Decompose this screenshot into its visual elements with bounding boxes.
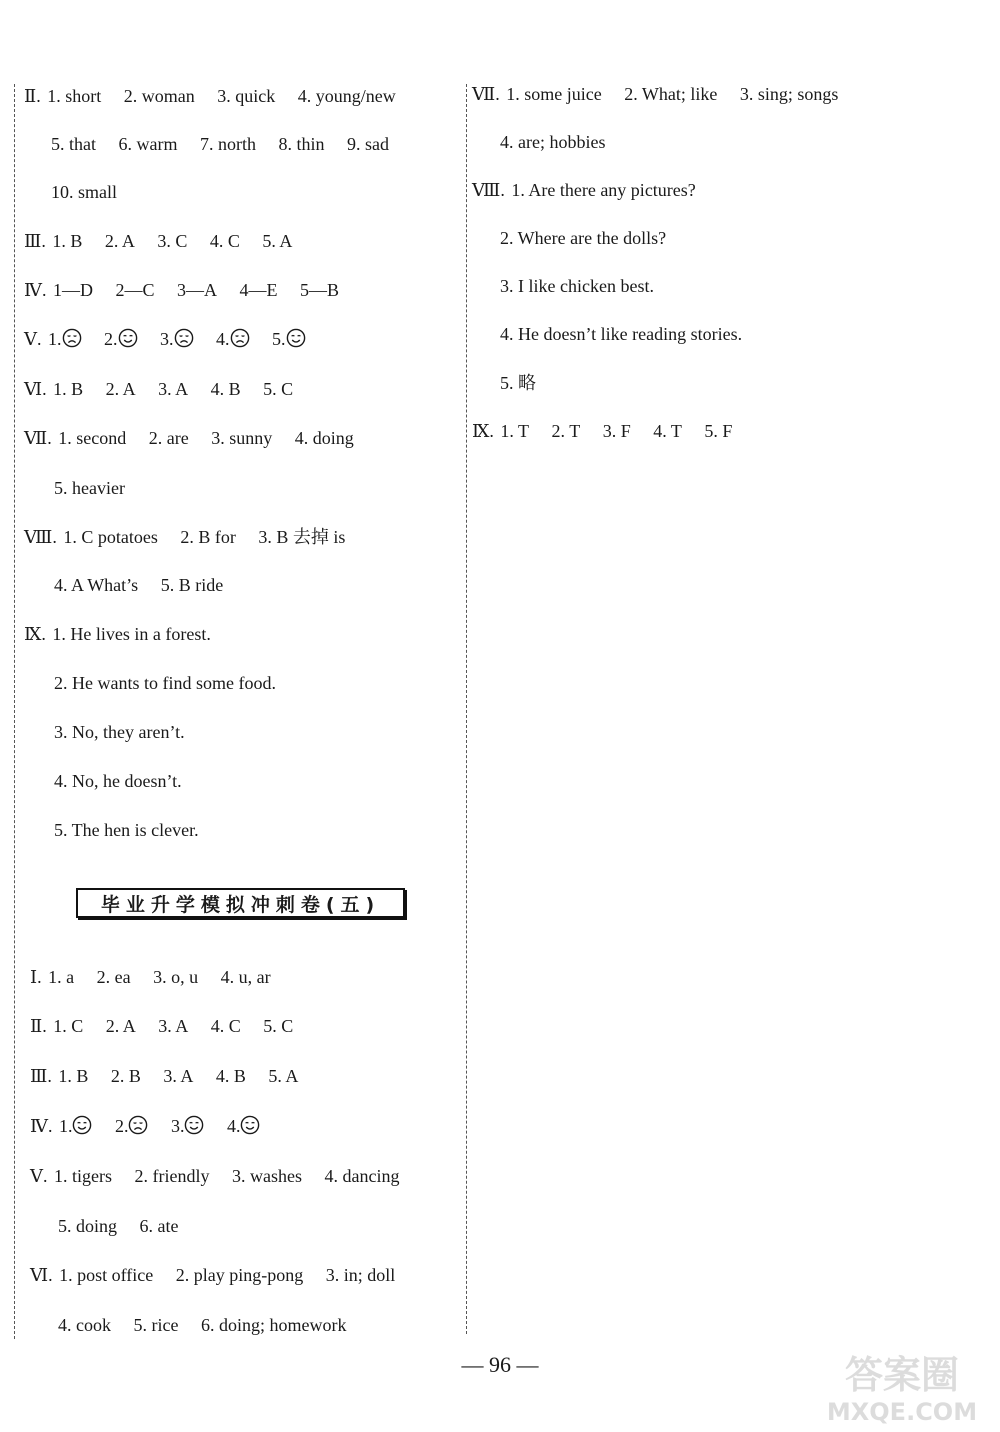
answer-sentence: 5. 略 — [500, 373, 536, 393]
answer-item: 4. B — [215, 1066, 246, 1086]
answer-item: 5—B — [300, 280, 340, 300]
answer-sentence: 3. I like chicken best. — [500, 276, 654, 296]
watermark-text-cn: 答案圈 — [844, 1353, 960, 1397]
answer-sentence: 1. He lives in a forest. — [52, 624, 211, 644]
answer-item: 3. B 去掉 is — [258, 527, 346, 547]
answer-item: 3—A — [177, 280, 217, 300]
sec-viii-line2 — [54, 574, 223, 596]
roman-numeral: Ⅰ. — [30, 967, 42, 987]
answer-item: 1. post office — [59, 1265, 154, 1285]
answer-item: 2. What; like — [624, 84, 718, 104]
answer-item: 3. A — [163, 1066, 194, 1086]
sec-vii-line1 — [24, 427, 354, 449]
answer-item: 1. some juice — [506, 84, 602, 104]
roman-numeral: Ⅷ. — [472, 180, 505, 200]
answer-item: 5. B ride — [160, 575, 224, 595]
answer-item: 3. o, u — [153, 967, 199, 987]
answer-sentence: 1. Are there any pictures? — [511, 180, 696, 200]
answer-item: 3. in; doll — [325, 1265, 396, 1285]
answer-item: 4. B — [210, 379, 241, 399]
answer-sentence: 3. No, they aren’t. — [54, 722, 185, 742]
roman-numeral: Ⅳ. — [30, 1116, 53, 1136]
answer-item: 2. are — [148, 428, 189, 448]
answer-item: 4. C — [209, 231, 240, 251]
answer-item: 6. doing; homework — [200, 1315, 347, 1335]
answer-item: 4. A What’s — [54, 575, 139, 595]
column-divider-dashed-line — [466, 84, 467, 1334]
happy-face-icon — [286, 328, 306, 348]
roman-numeral: Ⅴ. — [30, 1166, 48, 1186]
answer-item: 5. A — [262, 231, 293, 251]
answer-item: 5. that — [51, 134, 96, 154]
answer-label: 5. — [272, 329, 286, 349]
exam-s3-line — [30, 1065, 298, 1087]
answer-item: 4. dancing — [324, 1166, 400, 1186]
roman-numeral: Ⅳ. — [24, 280, 47, 300]
answer-label: 3. — [160, 329, 174, 349]
sec-ii-line3 — [51, 181, 117, 203]
answer-item: 2. friendly — [134, 1166, 210, 1186]
watermark-logo — [812, 1346, 992, 1426]
exam-s4-line — [30, 1115, 260, 1137]
answer-item: 4—E — [239, 280, 278, 300]
right-sec-vii-line2 — [500, 131, 605, 153]
happy-face-icon — [72, 1115, 92, 1135]
answer-item: 4. young/new — [297, 86, 396, 106]
answer-item: 2. B — [110, 1066, 141, 1086]
roman-numeral: Ⅶ. — [472, 84, 500, 104]
face-answer — [216, 328, 250, 350]
answer-item: 1. short — [47, 86, 102, 106]
exam-s5-line2 — [58, 1215, 179, 1237]
roman-numeral: Ⅶ. — [24, 428, 52, 448]
sec-ii-line2 — [51, 133, 389, 155]
answer-item: 5. C — [263, 379, 294, 399]
answer-item: 3. F — [602, 421, 631, 441]
answer-item: 2. A — [105, 379, 136, 399]
answer-item: 1. B — [53, 379, 84, 399]
answer-item: 5. rice — [133, 1315, 179, 1335]
sec-iv-line — [24, 279, 339, 301]
answer-sentence: 5. The hen is clever. — [54, 820, 199, 840]
sec-v-line — [24, 328, 306, 350]
answer-item: 2. ea — [96, 967, 131, 987]
answer-item: 3. sunny — [211, 428, 273, 448]
answer-item: 1. B — [52, 231, 83, 251]
happy-face-icon — [184, 1115, 204, 1135]
answer-item: 3. C — [157, 231, 188, 251]
exam-s5-line1 — [30, 1165, 399, 1187]
roman-numeral: Ⅸ. — [24, 624, 46, 644]
right-sec-ix-line — [472, 420, 732, 442]
answer-item: 5. A — [268, 1066, 299, 1086]
right-sec-viii-line1 — [472, 179, 696, 201]
answer-item: 2. A — [104, 231, 135, 251]
face-answer — [48, 328, 82, 350]
sec-vi-line — [24, 378, 293, 400]
sad-face-icon — [128, 1115, 148, 1135]
answer-item: 4. are; hobbies — [500, 132, 606, 152]
answer-item: 3. sing; songs — [739, 84, 839, 104]
answer-item: 5. doing — [58, 1216, 118, 1236]
face-answer — [115, 1115, 149, 1137]
happy-face-icon — [240, 1115, 260, 1135]
answer-label: 1. — [48, 329, 62, 349]
happy-face-icon — [118, 328, 138, 348]
roman-numeral: Ⅲ. — [30, 1066, 52, 1086]
answer-item: 9. sad — [347, 134, 389, 154]
roman-numeral: Ⅸ. — [472, 421, 494, 441]
exam-s6-line1 — [30, 1264, 395, 1286]
answer-label: 1. — [58, 1116, 73, 1136]
roman-numeral: Ⅴ. — [24, 329, 42, 349]
roman-numeral: Ⅱ. — [24, 86, 41, 106]
roman-numeral: Ⅱ. — [30, 1016, 47, 1036]
face-answer — [160, 328, 194, 350]
left-margin-dashed-line — [14, 84, 15, 1339]
exam-s6-line2 — [58, 1314, 346, 1336]
answer-item: 2. A — [105, 1016, 136, 1036]
answer-item: 1. B — [58, 1066, 89, 1086]
sec-ix-line1 — [24, 623, 211, 645]
face-answer — [171, 1115, 205, 1137]
answer-item: 3. A — [158, 379, 189, 399]
sad-face-icon — [174, 328, 194, 348]
answer-item: 5. C — [263, 1016, 294, 1036]
roman-numeral: Ⅵ. — [30, 1265, 53, 1285]
answer-item: 1. T — [500, 421, 530, 441]
answer-item: 10. small — [51, 182, 117, 202]
answer-item: 5. heavier — [54, 478, 125, 498]
answer-item: 6. ate — [139, 1216, 179, 1236]
face-answer — [272, 328, 306, 350]
answer-item: 2. T — [551, 421, 581, 441]
answer-label: 3. — [170, 1116, 185, 1136]
roman-numeral: Ⅲ. — [24, 231, 46, 251]
answer-label: 4. — [226, 1116, 241, 1136]
sec-viii-line1 — [24, 526, 345, 548]
watermark-text-url: MXQE.COM — [826, 1398, 978, 1426]
exam-s1-line — [30, 966, 271, 988]
answer-item: 2. play ping-pong — [175, 1265, 304, 1285]
answer-item: 1. second — [58, 428, 127, 448]
sec-vii-line2 — [54, 477, 125, 499]
roman-numeral: Ⅷ. — [24, 527, 57, 547]
answer-item: 6. warm — [118, 134, 178, 154]
answer-item: 3. quick — [217, 86, 276, 106]
answer-item: 1. C — [53, 1016, 84, 1036]
answer-item: 2—C — [115, 280, 155, 300]
answer-sentence: 2. He wants to find some food. — [54, 673, 276, 693]
answer-item: 2. B for — [180, 527, 236, 547]
roman-numeral: Ⅵ. — [24, 379, 47, 399]
sad-face-icon — [62, 328, 82, 348]
answer-label: 2. — [114, 1116, 129, 1136]
answer-sentence: 4. He doesn’t like reading stories. — [500, 324, 743, 344]
answer-item: 4. cook — [58, 1315, 111, 1335]
answer-item: 7. north — [199, 134, 256, 154]
sec-ii-line1 — [24, 85, 396, 107]
answer-item: 1. a — [48, 967, 75, 987]
face-answer — [104, 328, 138, 350]
answer-sentence: 2. Where are the dolls? — [500, 228, 667, 248]
answer-item: 5. F — [704, 421, 733, 441]
answer-label: 2. — [104, 329, 118, 349]
answer-item: 1. tigers — [54, 1166, 112, 1186]
right-sec-vii-line1 — [472, 83, 838, 105]
answer-item: 4. T — [653, 421, 682, 441]
answer-item: 4. doing — [294, 428, 354, 448]
answer-sentence: 4. No, he doesn’t. — [54, 771, 182, 791]
exam-section-title: 毕业升学模拟冲刺卷(五) — [76, 888, 405, 918]
answer-item: 2. woman — [123, 86, 195, 106]
answer-item: 4. u, ar — [220, 967, 271, 987]
sec-iii-line — [24, 230, 292, 252]
sad-face-icon — [230, 328, 250, 348]
answer-item: 1—D — [52, 280, 93, 300]
exam-s2-line — [30, 1015, 293, 1037]
answer-item: 8. thin — [278, 134, 325, 154]
answer-item: 3. washes — [231, 1166, 302, 1186]
face-answer — [59, 1115, 93, 1137]
answer-item: 4. C — [210, 1016, 241, 1036]
page-number: — 96 — — [461, 1352, 539, 1377]
answer-label: 4. — [216, 329, 230, 349]
answer-item: 3. A — [158, 1016, 189, 1036]
face-answer — [227, 1115, 261, 1137]
answer-item: 1. C potatoes — [63, 527, 158, 547]
